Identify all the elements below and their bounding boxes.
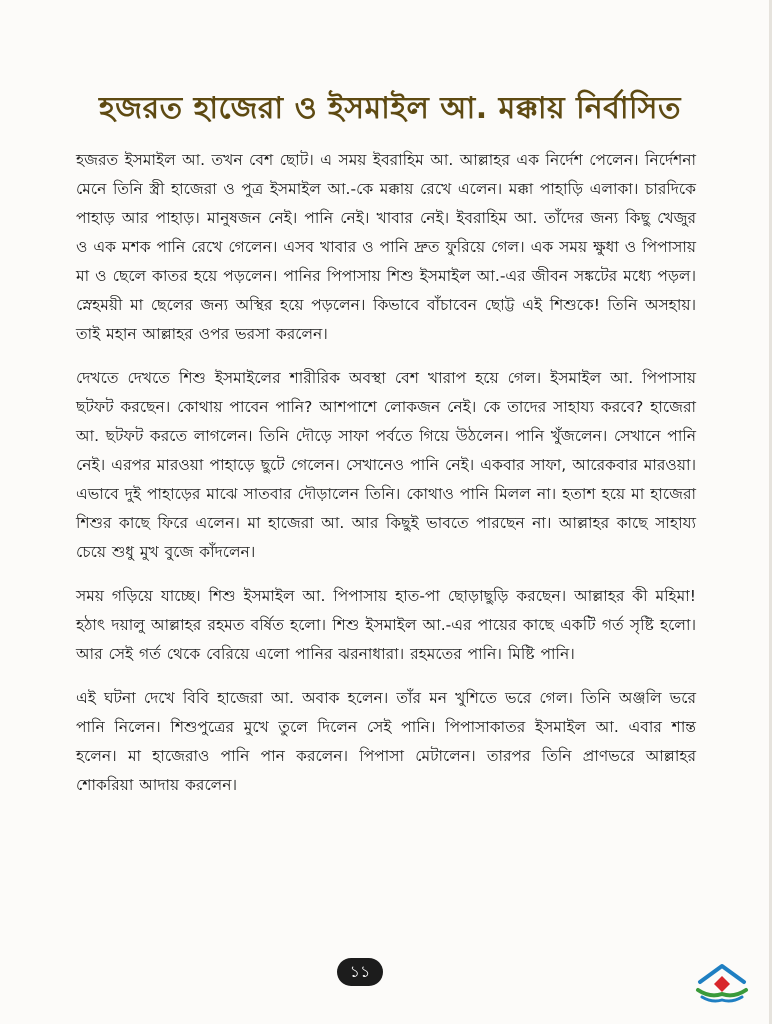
- paragraph-2: দেখতে দেখতে শিশু ইসমাইলের শারীরিক অবস্থা বেশ খারাপ হয়ে গেল। ইসমাইল আ. পিপাসায় ছটফট করছেন। কোথায় পাবেন পানি? আশপাশে লোকজন নেই। কে তাদের সাহায্য করবে? হাজেরা আ. ছটফট করতে লাগলেন। তিনি দৌড়ে সাফা পর্বতে গিয়ে উঠলেন। পানি খুঁজলেন। সেখানে পানি নেই। এরপর মারওয়া পাহাড়ে ছুটে গেলেন। সেখানেও পানি নেই। একবার সাফা, আরেকবার মারওয়া। এভাবে দুই পাহাড়ের মাঝে সাতবার দৌড়ালেন তিনি। কোথাও পানি মিলল না। হতাশ হয়ে মা হাজেরা শিশুর কাছে ফিরে এলেন। মা হাজেরা আ. আর কিছুই ভাবতে পারছেন না। আল্লাহর কাছে সাহায্য চেয়ে শুধু মুখ বুজে কাঁদলেন।: [76, 369, 696, 561]
- page-title: হজরত হাজেরা ও ইসমাইল আ. মক্কায় নির্বাসিত: [99, 91, 681, 126]
- paragraph-4: এই ঘটনা দেখে বিবি হাজেরা আ. অবাক হলেন। তাঁর মন খুশিতে ভরে গেল। তিনি অঞ্জলি ভরে পানি নিলেন। শিশুপুত্রের মুখে তুলে দিলেন সেই পানি। পিপাসাকাতর ইসমাইল আ. এবার শান্ত হলেন। মা হাজেরাও পানি পান করলেন। পিপাসা মেটালেন। তারপর তিনি প্রাণভরে আল্লাহর শোকরিয়া আদায় করলেন।: [76, 689, 696, 794]
- paragraph-3: সময় গড়িয়ে যাচ্ছে। শিশু ইসমাইল আ. পিপাসায় হাত-পা ছোড়াছুড়ি করছেন। আল্লাহর কী মহিমা! হঠাৎ দয়ালু আল্লাহর রহমত বর্ষিত হলো। শিশু ইসমাইল আ.-এর পায়ের কাছে একটি গর্ত সৃষ্টি হলো। আর সেই গর্ত থেকে বেরিয়ে এলো পানির ঝরনাধারা। রহমতের পানি। মিষ্টি পানি।: [76, 587, 696, 663]
- page-number-badge: ১১: [337, 958, 383, 986]
- publisher-logo-icon: [694, 962, 750, 1006]
- story-body: [76, 146, 696, 815]
- paragraph-1: হজরত ইসমাইল আ. তখন বেশ ছোট। এ সময় ইবরাহিম আ. আল্লাহর এক নির্দেশ পেলেন। নির্দেশনা মেনে তিনি স্ত্রী হাজেরা ও পুত্র ইসমাইল আ.-কে মক্কায় রেখে এলেন। মক্কা পাহাড়ি এলাকা। চারদিকে পাহাড় আর পাহাড়। মানুষজন নেই। পানি নেই। খাবার নেই। ইবরাহিম আ. তাঁদের জন্য কিছু খেজুর ও এক মশক পানি রেখে গেলেন। এসব খাবার ও পানি দ্রুত ফুরিয়ে গেল। এক সময় ক্ষুধা ও পিপাসায় মা ও ছেলে কাতর হয়ে পড়লেন। পানির পিপাসায় শিশু ইসমাইল আ.-এর জীবন সঙ্কটের মধ্যে পড়ল। স্নেহময়ী মা ছেলের জন্য অস্থির হয়ে পড়লেন। কিভাবে বাঁচাবেন ছোট্ট এই শিশুকে! তিনি অসহায়। তাই মহান আল্লাহর ওপর ভরসা করলেন।: [76, 151, 696, 343]
